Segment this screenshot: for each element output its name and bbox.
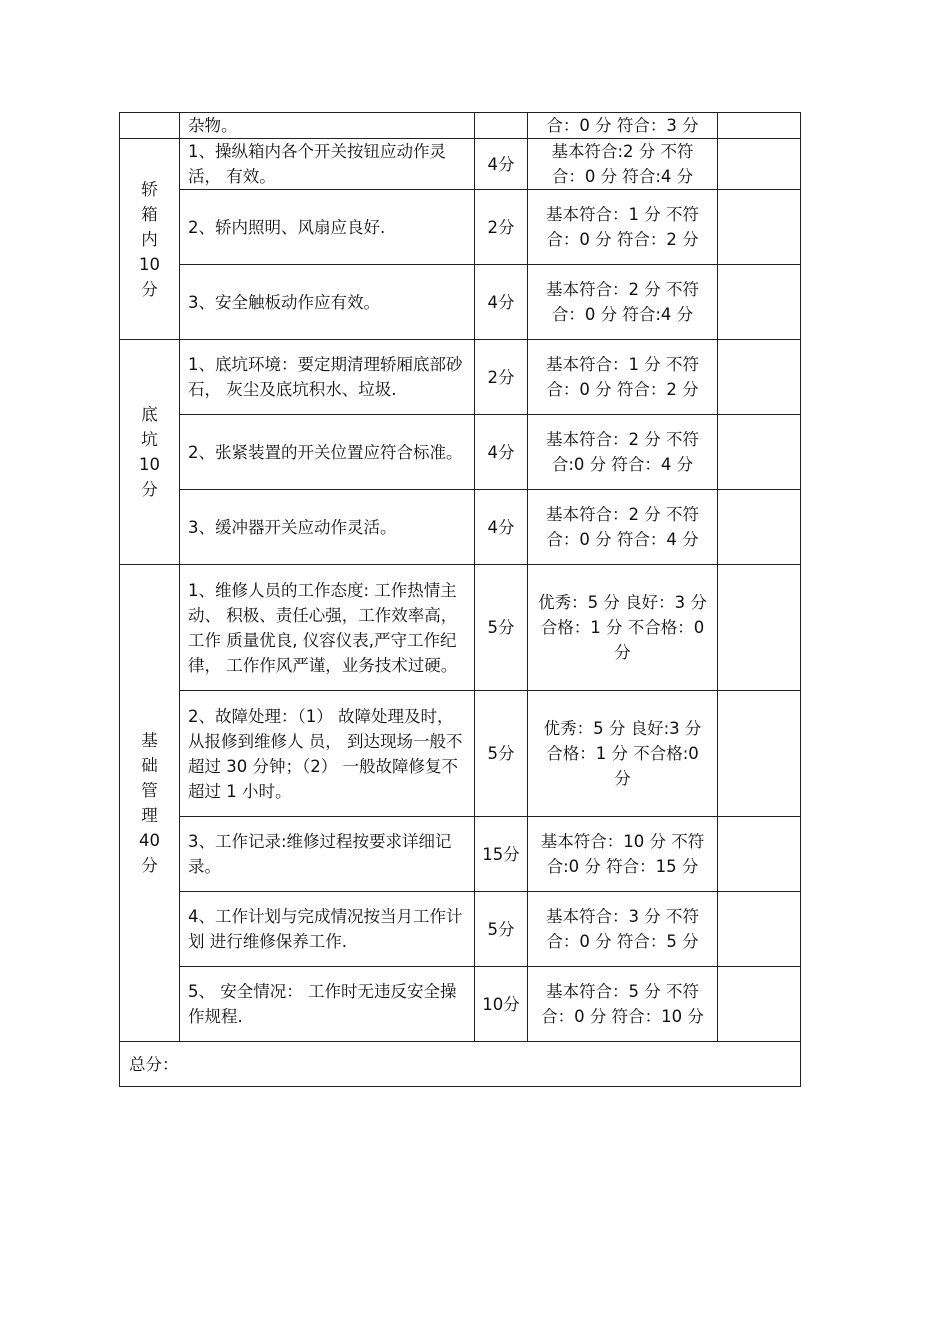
item-cell — [180, 817, 475, 892]
criteria-cell — [528, 490, 718, 565]
table-row — [120, 415, 801, 490]
criteria-text: 基本符合：1 分 不符合：0 分 符合：2 分 — [546, 355, 699, 399]
criteria-text: 基本符合：1 分 不符合：0 分 符合：2 分 — [546, 205, 699, 249]
category-char: 内 — [141, 229, 158, 249]
criteria-text: 优秀：5 分 良好：3 分 合格：1 分 不合格：0 分 — [538, 593, 707, 662]
table-row — [120, 265, 801, 340]
category-label — [139, 402, 161, 502]
score-cell — [718, 190, 801, 265]
points-cell: 2分 — [475, 340, 528, 415]
category-char: 轿 — [141, 179, 158, 199]
criteria-cell — [528, 565, 718, 691]
score-table — [119, 112, 801, 1087]
item-text: 3、工作记录:维修过程按要求详细记录。 — [188, 832, 452, 876]
points-cell: 4分 — [475, 265, 528, 340]
category-char: 40 — [139, 831, 160, 850]
category-char: 管 — [141, 781, 158, 800]
item-cell — [180, 415, 475, 490]
criteria-text: 基本符合:2 分 不符合：0 分 符合:4 分 — [551, 142, 694, 186]
score-cell — [718, 415, 801, 490]
category-label — [139, 177, 161, 302]
criteria-cell: 合：0 分 符合：3 分 — [528, 113, 718, 139]
score-cell — [718, 691, 801, 817]
points-cell: 5分 — [475, 691, 528, 817]
item-text: 2、张紧装置的开关位置应符合标准。 — [188, 442, 463, 462]
total-label: 总分： — [120, 1042, 801, 1087]
category-char: 坑 — [141, 430, 158, 449]
table-row — [120, 892, 801, 967]
item-text: 2、故障处理：（1） 故障处理及时，从报修到维修人 员， 到达现场一般不超过 30 分钟；（2） 一般故障修复不超过 1 小时。 — [188, 706, 463, 801]
category-char: 础 — [141, 756, 158, 775]
item-text: 2、轿内照明、风扇应良好. — [188, 217, 386, 237]
category-cell — [120, 113, 180, 139]
score-cell — [718, 490, 801, 565]
item-cell — [180, 190, 475, 265]
score-cell — [718, 113, 801, 139]
criteria-cell — [528, 265, 718, 340]
points-cell: 4分 — [475, 490, 528, 565]
points-cell: 5分 — [475, 892, 528, 967]
category-cell — [120, 139, 180, 340]
points-cell — [475, 113, 528, 139]
category-label — [139, 728, 161, 878]
item-cell — [180, 967, 475, 1042]
item-text: 3、安全触板动作应有效。 — [188, 292, 380, 312]
criteria-cell — [528, 415, 718, 490]
item-text: 1、操纵箱内各个开关按钮应动作灵活， 有效。 — [188, 142, 446, 186]
category-char: 箱 — [141, 204, 158, 224]
criteria-cell — [528, 691, 718, 817]
item-cell — [180, 691, 475, 817]
table-row — [120, 967, 801, 1042]
criteria-text: 基本符合：5 分 不符合：0 分 符合：10 分 — [541, 982, 704, 1026]
criteria-cell — [528, 190, 718, 265]
category-cell — [120, 565, 180, 1042]
criteria-text: 基本符合：10 分 不符合:0 分 符合：15 分 — [540, 832, 705, 876]
item-cell — [180, 892, 475, 967]
item-text: 4、工作计划与完成情况按当月工作计划 进行维修保养工作. — [188, 907, 463, 951]
table-row — [120, 490, 801, 565]
category-char: 分 — [141, 279, 158, 299]
score-cell — [718, 817, 801, 892]
table-row — [120, 565, 801, 691]
score-cell — [718, 967, 801, 1042]
item-cell — [180, 340, 475, 415]
points-cell: 4分 — [475, 415, 528, 490]
criteria-text: 基本符合：2 分 不符合：0 分 符合:4 分 — [546, 280, 699, 324]
item-text: 1、维修人员的工作态度: 工作热情主动、 积极、责任心强，工作效率高，工作 质量优良, 仪容仪表,严守工作纪律， 工作作风严谨，业务技术过硬。 — [188, 580, 458, 675]
category-char: 分 — [141, 480, 158, 499]
criteria-cell — [528, 139, 718, 190]
points-cell: 10分 — [475, 967, 528, 1042]
item-text: 5、 安全情况： 工作时无违反安全操作规程. — [188, 982, 457, 1026]
item-cell — [180, 265, 475, 340]
points-cell: 4分 — [475, 139, 528, 190]
criteria-text: 优秀：5 分 良好:3 分 合格：1 分 不合格:0 分 — [543, 719, 702, 788]
criteria-cell — [528, 340, 718, 415]
item-cell — [180, 139, 475, 190]
item-text: 1、底坑环境：要定期清理轿厢底部砂石， 灰尘及底坑积水、垃圾. — [188, 355, 463, 399]
score-cell — [718, 892, 801, 967]
item-cell: 杂物。 — [180, 113, 475, 139]
table-row — [120, 139, 801, 190]
points-cell: 15分 — [475, 817, 528, 892]
table-row — [120, 190, 801, 265]
table-row — [120, 113, 801, 139]
item-cell — [180, 490, 475, 565]
criteria-text: 基本符合：2 分 不符合：0 分 符合：4 分 — [546, 505, 699, 549]
table-row — [120, 340, 801, 415]
score-cell — [718, 265, 801, 340]
item-cell — [180, 565, 475, 691]
table-row — [120, 817, 801, 892]
category-char: 理 — [141, 806, 158, 825]
total-row — [120, 1042, 801, 1087]
points-cell: 5分 — [475, 565, 528, 691]
category-char: 10 — [139, 455, 160, 474]
table-row — [120, 691, 801, 817]
criteria-cell — [528, 892, 718, 967]
category-char: 基 — [141, 731, 158, 750]
score-cell — [718, 340, 801, 415]
category-char: 10 — [139, 254, 160, 274]
criteria-text: 基本符合：3 分 不符合：0 分 符合：5 分 — [546, 907, 699, 951]
criteria-cell — [528, 967, 718, 1042]
score-cell — [718, 565, 801, 691]
criteria-text: 基本符合：2 分 不符合:0 分 符合：4 分 — [546, 430, 699, 474]
criteria-cell — [528, 817, 718, 892]
category-char: 分 — [141, 856, 158, 875]
category-char: 底 — [141, 405, 158, 424]
points-cell: 2分 — [475, 190, 528, 265]
item-text: 3、缓冲器开关应动作灵活。 — [188, 517, 397, 537]
score-cell — [718, 139, 801, 190]
category-cell — [120, 340, 180, 565]
